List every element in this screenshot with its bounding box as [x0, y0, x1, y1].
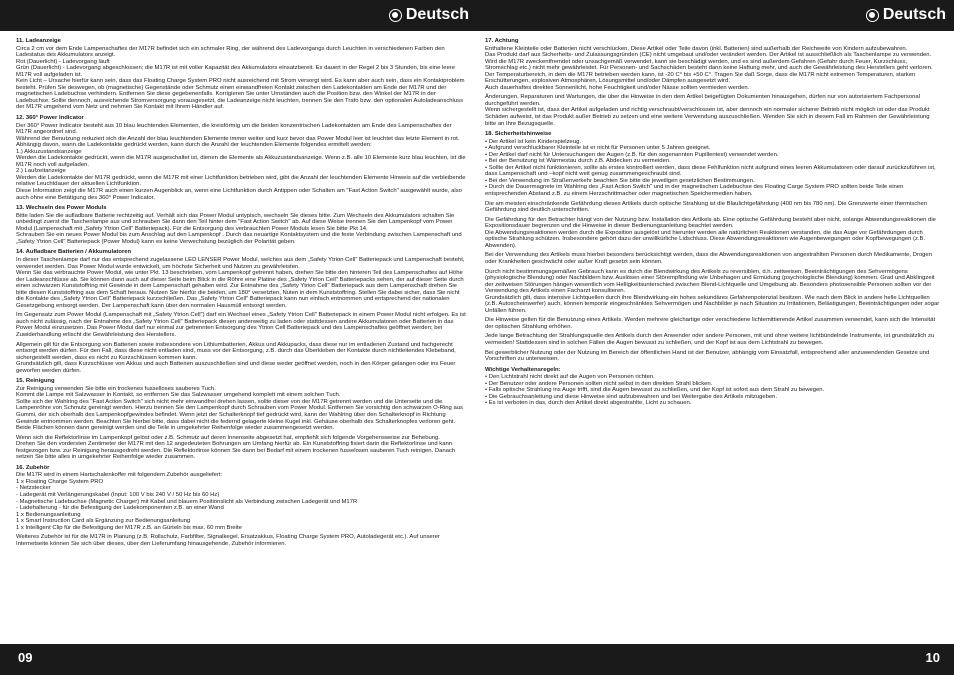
section-paragraph: Bei der Verwendung des Artikels muss hierbei besonders berücksichtigt werden, dass die Abwendungsreaktionen von angestrahlten Personen durch Medikamente, Drogen oder Krankheiten geschwächt oder außer Kraft gesetzt sein können. — [485, 252, 932, 265]
language-label-right — [866, 6, 946, 24]
section-paragraph: Durch nicht bestimmungsgemäßen Gebrauch kann es durch die Blendwirkung des Artikels zu reversiblen, d.h. zeitweisen, Beeinträchtigungen des Sehvermögens (physiologische Blendung) oder Nachbildern bzw. Auslösen einer Störempfindung wie Unbehagen und Ermüdung (psychologische Blendung) kommen. Grad und Abklingzeit der zeitweisen Störungen hängen wesentlich vom Helligkeitsunterschied zwischen Blend-Lichtquelle und Umgebung ab. Besonders photosensible Personen sollten vor der Verwendung des Artikels einen Facharzt konsultieren. Grundsätzlich gilt, dass intensive Lichtquellen durch ihre Blendwirkung ein hohes sekundäres Gefahrenpotenzial besitzen. Wie nach dem Blick in andere helle Lichtquellen (z.B. Autoscheinwerfer) auch, können temporär eingeschränktes Sehvermögen und Nachbilder je nach Situation zu Irritationen, Belästigungen, Beeinträchtigungen oder sogar Unfällen führen. — [485, 268, 940, 314]
section — [16, 115, 466, 201]
language-bullet-icon — [866, 9, 879, 22]
section-heading: 14. Aufladbare Batterien / Akkumulatoren — [16, 249, 132, 256]
section-paragraph: Die Gefährdung für den Betrachter hängt von der Nutzung bzw. Installation des Artikels ab. Eine optische Gefährdung besteht aber nicht, solange Abwendungsreaktionen die Expositionsdauer begrenzen und die Hinweise in dieser Bedienungsanleitung beachtet werden. Die Abwendungsreaktionen werden durch die Exposition ausgelöst und hierunter werden alle natürlichen Reaktionen verstanden, die das Auge vor Gefährdungen durch optische Strahlung schützen. Insbesondere gehört dazu der unwillkürliche Lidschluss. Diese Abwendungsreaktionen wie Augenbewegungen oder Kopfbewegungen (z.B. Abwenden). — [485, 216, 936, 249]
page-number-right: 10 — [925, 650, 940, 665]
section-paragraph: • Der Artikel ist kein Kinderspielzeug. • Aufgrund verschluckbarer Kleinteile ist er nicht für Personen unter 5 Jahren geeignet. • Der Artikel darf nicht für Untersuchungen der Augen (z.B. für den sogenannten Pupillentest) verwendet werden. • Bei der Benutzung ist Wärmestau durch z.B. Abdecken zu vermeiden. • Sollte der Artikel nicht funktionieren, sollte als erstes kontrolliert werden, dass diese Fehlfunktion nicht aufgrund eines leeren Akkumulatoren oder darauf zurückzuführen ist, dass Lampenschaft und –kopf nicht weit genug zusammengeschraubt sind. • Bei der Verwendung im Straßenverkehr beachten Sie bitte die jeweiligen gesetzlichen Bestimmungen. • Durch die Dauermagnete im Wahlring des „Fast Action Switch" und in der magnetischen Ladebuchse des Floating Carge System PRO sollten beide Teile einen entsprechenden Abstand z.B. zu einem Herzschrittmacher oder magnetischen Speichermedien haben. — [485, 138, 936, 198]
section-paragraph: Wenn sich die Reflektorlinse im Lampenkopf gelöst oder z.B. Schmutz auf deren Innenseite abgesetzt hat, empfiehlt sich folgende Vorgehensweise zur Behebung. Drehen Sie den vordersten Zentimeter der M17R mit den 12 angedeuteten Bohrungen am Umfang hierfür ab. Ein Kunststoffring fixiert darin die Reflektorlinse und kann festgezogen bzw. zur Reinigung herausgedreht werden. Die Reflektorlinse können Sie dann bei Bedarf mit einem trockenen fusselosen sauberen Tuch reinigen. Danach setzen Sie bitte alles in umgekehrter Reihenfolge wieder zusammen. — [16, 434, 456, 461]
section-paragraph: Die Hinweise gelten für die Benutzung eines Artikels. Werden mehrere gleichartige oder verschiedene lichtemittierende Artikel zusammen verwendet, kann sich die Intensität der optischen Strahlung erhöhen. — [485, 317, 936, 330]
section-heading: 12. 360° Power Indicator — [16, 115, 84, 122]
header-bar-right — [477, 0, 954, 31]
section — [485, 38, 940, 127]
language-label-left — [389, 6, 469, 24]
header-bar-left — [0, 0, 477, 31]
section-paragraph: In dieser Taschenlampe darf nur das entsprechend zugelassene LED LENSER Power Modul, welches aus dem „Safety Ytrion Cell" Batteriepack und Lampenschaft besteht, verwendet werden. Das Power Modul wurde entwickelt, um höchste Sicherheit und Nutzen zu gewährleisten. Wenn Sie das verbrauchte Power Modul, wie unter Pkt. 13 beschrieben, vom Lampenkopf getrennt haben, drehen Sie bitte den hinteren Teil des Lampenschaftes auf Höhe der Ladeanschlüsse ab. Sie können dann auch auf dieser Seite beim Blick in die Röhre eine Platine des „Safety Ytrion Cell" Batteriepacks sehen, der auf dieser Seite durch einen schwarzen Kunststoffring mit Gewinde in dem Lampenschaft gehalten wird. Zur Entnahme des „Safety Ytrion Cell" Batteriepack aus dem Lampenschaft drehen Sie bitte diesen Kunststoffring aus dem Schaft heraus. Nutzen Sie hierfür die beiden, um 180° versetzten, Nuten in dem Kunststoffring. Stellen Sie dabei sicher, dass Sie nicht die Kontakte des „Safety Ytrion Cell" Batteriepack kurzschließen. Das „Safety Ytrion Cell" Batteriepack kann nun einfach entnommen und entsprechend der nationalen Gesetzgebung entsorgt werden. Der Lampenschaft kann über den normalen Hausmüll entsorgt werden. — [16, 256, 465, 309]
right-page-content — [485, 38, 940, 640]
section-heading: 11. Ladeanzeige — [16, 38, 61, 44]
section-heading: 18. Sicherheitshinweise — [485, 131, 552, 138]
section-paragraph: Weiteres Zubehör ist für die M17R in Planung (z.B. Rollschutz, Farbfilter, Signalkegel, Ersatzakkus, Floating Charge System PRO, Autoladegerät etc.). Auf unserer Internetseite können Sie sich über dieses, über den Lieferumfang hinausgehende, Zubehör informieren. — [16, 534, 440, 547]
section-heading: 16. Zubehör — [16, 464, 50, 471]
section-heading: 17. Achtung — [485, 38, 519, 44]
section — [16, 378, 466, 461]
section-heading: 13. Wechseln des Power Moduls — [16, 205, 107, 212]
section-heading: 15. Reinigung — [16, 378, 55, 385]
language-bullet-icon — [389, 9, 402, 22]
section-paragraph: Jede lange Betrachtung der Strahlungsquelle des Artikels durch den Anwender oder andere Personen, mit und ohne weitere lichtbündelnde Instrumente, ist grundsätzlich zu vermeiden! Stattdessen sind in solchen Fällen die Augen bewusst zu schließen, und der Kopf ist aus dem Lichtstrahl zu bewegen. — [485, 333, 935, 346]
footer-bar-left — [0, 644, 477, 675]
section-paragraph: Allgemein gilt für die Entsorgung von Batterien sowie insbesondere von Lithiumbatterien, Akkus und Akkupacks, dass diese nur im entladenen Zustand und fachgerecht entsorgt werden dürfen. Für den Fall, dass diese nicht entladen sind, muss vor der Entsorgung, z.B. durch das Überkleben der Kontakte durch nichtleitendes Klebeband, sichergestellt werden, dass es nicht zu Kurzschlüssen kommen kann. Grundsätzlich gilt, dass Kurzschlüsse von Akkus und auch Batterien auszuschließen sind und diese weder geöffnet werden, noch in den Körper gelangen oder ins Feuer geworfen werden dürfen. — [16, 341, 456, 374]
section — [485, 131, 940, 363]
section — [16, 205, 466, 245]
language-text-right: Deutsch — [882, 6, 946, 23]
section — [16, 249, 466, 374]
section — [16, 38, 466, 111]
section-paragraph: Zur Reinigung verwenden Sie bitte ein trockenes fusselloses sauberes Tuch. Kommt die Lampe mit Salzwasser in Kontakt, so entfernen Sie das Salzwasser umgehend komplett mit einem solchen Tuch. Sollte sich der Wahlring des "Fast Action Switch" sich nicht mehr einwandfrei drehen lassen, sollte dieser von der M17R getrennt werden und die Unterseite und die Lampenröhre von Schmutz gereinigt werden. Hierzu trennen Sie den Lampenkopf durch Schrauben vom Power Modul. Entfernen Sie vorsichtig den schwarzen O-Ring aus Gummi, der sich oberhalb des Lampenkopfgewindes befindet. Wenn jetzt der Schalterknopf tief gedrückt wird, kann der Wahlring über den Schalterknopf in Richtung Gewinde entnommen werden. Beachten Sie hierbei bitte, dass dabei nicht die federnd gelagerte kleine Kugel inkl. Gehäuse oberhalb des Schalterknopfes verloren geht. Beide Flächen können dann gereinigt werden und die Teile in umgekehrter Reihenfolge wieder zusammengesetzt werden. — [16, 385, 463, 432]
section-paragraph: Im Gegensatz zum Power Modul (Lampenschaft mit „Safety Ytrion Cell") darf ein Wechsel eines „Safety Ytrion Cell" Batteriepack in einem Power Modul nicht erfolgen. Es ist auch nicht zulässig, nach der Entnahme des „Safety Ytrion Cell" Batteriepack diesen anderweitig zu laden oder stattdessen andere Akkumulatoren oder Batterien in das Power Modul einzusetzen. Das Power Modul darf nur einmal zur getrennten Entsorgung des Ytrion Cell Batteriepack und des Lampenschaftes geöffnet werden; bei Zuwiderhandlung erlischt die Gewährleistung des Herstellers. — [16, 312, 466, 338]
section-heading: Wichtige Verhaltensregeln: — [485, 366, 561, 373]
section-paragraph: Circa 2 cm vor dem Ende Lampenschaftes der M17R befindet sich ein schmaler Ring, der während des Ladevorgangs durch Leuchten in verschiedenen Farben den Ladestatus des Akkumulators anzeigt. Rot (Dauerlicht) - Ladevorgang läuft Grün (Dauerlicht) - Ladevorgang abgeschlossen; die M17R ist mit voller Kapazität des Akkumulators einsatzbereit. Es dauert in der Regel 2 bis 3 Stunden, bis eine leere M17R voll aufgeladen ist. Kein Licht – Ursache hierfür kann sein, dass das Floating Charge System PRO nicht ausreichend mit Strom versorgt wird. Es kann aber auch sein, dass ein Kontaktproblem besteht. Prüfen Sie deswegen, ob (magnetische) Gegenstände oder Schmutz einen einwandfreien Kontakt zwischen den Ladekontakten am Ende der M17R und der magnetischen Ladebuchse verhindern. Entfernen Sie diese gegebenenfalls. Korrigieren Sie unter Umständen auch die Position bzw. den Winkel der M17R in der Ladebuchse. Sollte dennoch, ausreichende Stromversorgung vorausgesetzt, die Ladeanzeige nicht leuchten, trennen Sie den Trafo bzw. den optionalen Autoladeanschluss der M17R umgehend vom Netz und nehmen Sie Kontakt mit Ihrem Händler auf. — [16, 45, 465, 111]
section-paragraph: Der 360° Power Indicator besteht aus 10 blau leuchtenden Elementen, die kreisförmig um die beiden konzentrischen Ladekontakten am Ende des Lampenschaftes der M17R angeordnet sind. Während der Benutzung reduziert sich die Anzahl der blau leuchtenden Elemente immer weiter und kurz bevor das Power Modul leer ist leuchtet das letzte Element in rot. Abhängig davon, wann die Ladekontakte gedrückt werden, kann durch die Anzahl der leuchtenden Elemente folgendes ermittelt werden: 1.) Akkuzustandsanzeige Werden die Ladekontakte gedrückt, wenn die M17R ausgeschaltet ist, dienen die Elemente als Akkuzustandsanzeige. Wenn z.B. alle 10 Elemente kurz blau leuchten, ist die M17R noch voll aufgeladen. 2.) Laufzeitanzeige Werden die Ladekontakte der M17R gedrückt, wenn die M17R mit einer Lichtfunktion betrieben wird, gibt die Anzahl der leuchtenden Elemente Hinweis auf die verbleibende relative Leuchtdauer der aktuellen Lichtfunktion. Diese Information zeigt die M17R auch einen kurzen Augenblick an, wenn eine Lichtfunktion durch Antippen oder Schalten am "Fast Action Switch" ausgewählt wurde, also auch ohne eine Betätigung des 360° Power Indicator. — [16, 122, 466, 201]
section — [485, 367, 940, 407]
page-number-left: 09 — [18, 650, 33, 665]
language-text-left: Deutsch — [405, 6, 469, 23]
footer-bar-right — [477, 644, 954, 675]
left-page-content — [16, 38, 466, 640]
section-paragraph: Die am meisten einschränkende Gefährdung dieses Artikels durch optische Strahlung ist die Blaulichtgefährdung (400 nm bis 780 nm). Die Grenzwerte einer thermischen Gefährdung sind deutlich unterschritten. — [485, 200, 928, 214]
section-paragraph: Bitte laden Sie die aufladbare Batterie rechtzeitig auf. Verhält sich das Power Modul untypisch, wechseln Sie dieses bitte. Zum Wechseln des Akkumulators schalten Sie unbedingt zuerst die Taschenlampe aus und schrauben Sie dann den Teil hinter dem "Fast Action Switch" ab. Auf diese Weise trennen Sie den Lampenkopf vom Power Modul (Lampenschaft mit „Safety Ytrion Cell" Batteriepack). Für die Entsorgung des verbrauchten Power Moduls lesen Sie bitte Pkt 14. Schrauben Sie ein neues Power Modul bis zum Anschlag auf den Lampenkopf . Durch das neuartige Kontaktsystem und die feste Verbindung zwischen Lampenschaft und „Safety Ytrion Cell" Batteriepack (Power Modul) kann es keine Verwechslung bezüglich der Polarität geben. — [16, 212, 462, 245]
section-paragraph: • Den Lichtstrahl nicht direkt auf die Augen von Personen richten. • Der Benutzer oder andere Personen sollten nicht selbst in den direkten Strahl blicken. • Falls optische Strahlung ins Auge trifft, sind die Augen bewusst zu schließen, und der Kopf ist sofort aus dem Strahl zu bewegen. • Die Gebrauchsanleitung und diese Hinweise sind aufzubewahren und bei Weitergabe des Artikels mitzugeben. • Es ist verboten in das, durch den Artikel direkt abgestrahlte, Licht zu schauen. — [485, 374, 825, 407]
section-paragraph: Änderungen, Reparaturen und Wartungen, die über die Hinweise in den dem Artikel beigefügten Dokumenten hinausgehen, dürfen nur von autorisiertem Fachpersonal durchgeführt werden. Wenn sichergestellt ist, dass der Artikel aufgeladen und richtig verschraubt/verschlossen ist, aber dennoch ein normaler sicherer Betrieb nicht möglich ist oder das Produkt Schäden aufweist, ist das Produkt außer Betrieb zu setzen und eine weitere Verwendung auszuschließen. Wenden Sie sich in diesem Fall im Rahmen der Gewährleistung bitte an Ihre Bezugsquelle. — [485, 94, 930, 127]
section-paragraph: Enthaltene Kleinteile oder Batterien nicht verschlucken. Diese Artikel oder Teile davon (inkl. Batterien) sind außerhalb der Reichweite von Kindern aufzubewahren. Das Produkt darf aus Sicherheits- und Zulassungsgründen (CE) nicht umgebaut und/oder verändert werden. Der Artikel ist ausschließlich als Taschenlampe zu verwenden. Wird die M17R zweckentfremdet oder unsachgemäß verwendet, kann sie beschädigt werden, und es sind außerdem Gefahren (Gefahr durch Feuer, Kurzschluss, Stromschlag etc.) nicht mehr gewährleistet. Für Personen- und Sachschäden besteht dann keine Haftung mehr, und auch die Gewährleistung des Herstellers geht verloren. Der Temperaturbereich, in dem die M17R betrieben werden kann, ist -20 C° bis +50 C°. Tragen Sie daß Sorge, dass die M17R nicht extremen Temperaturen, starken Erschütterungen, explosiven Atmosphären, Lösungsmittel und/oder Dämpfen ausgesetzt wird. Auch dauerhaftes direktes Sonnenlicht, hohe Feuchtigkeit und/oder Nässe sollten vermieden werden. — [485, 45, 933, 91]
section-paragraph: Bei gewerblicher Nutzung oder der Nutzung im Bereich der öffentlichen Hand ist der Benutzer, abhängig vom Einsatzfall, entsprechend aller anzuwendenden Gesetze und Vorschriften zu unterweisen. — [485, 349, 930, 363]
section-paragraph: Die M17R wird in einem Hartschalenkoffer mit folgendem Zubehör ausgeliefert: 1 x Floating Charge System PRO - Netzstecker - Ladegerät mit Verlängerungskabel (Input: 100 V bis 240 V / 50 Hz bis 60 Hz) - Magnetische Ladebuchse (Magnetic Charger) mit Kabel und blauem Positionslicht als Verbindung zwischen Ladegerät und M17R - Ladehalterung - für die Befestigung der Ladekomponenten z.B. an einer Wand 1 x Bedienungsanleitung 1 x Smart Instruction Card als Ergänzung zur Bedienungsanleitung 1 x Intelligent Clip für die Befestigung der M17R z.B. an Gürteln bis max. 60 mm Breite — [16, 472, 358, 531]
section — [16, 465, 466, 548]
